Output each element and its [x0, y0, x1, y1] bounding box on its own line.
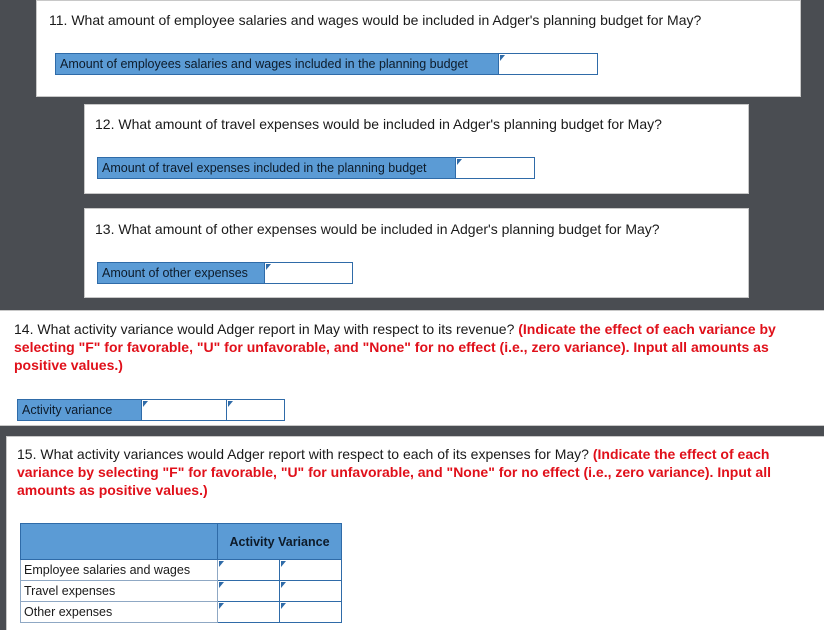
activity-variance-header: Activity Variance — [218, 524, 342, 560]
salaries-amount-input[interactable] — [218, 560, 280, 581]
question-13-card — [84, 208, 749, 298]
question-15-text — [17, 445, 821, 499]
salaries-effect-select[interactable] — [280, 560, 342, 581]
table-row — [21, 602, 342, 623]
other-amount-input[interactable] — [218, 602, 280, 623]
question-11-input-row — [55, 53, 598, 75]
question-14-amount-input[interactable] — [142, 399, 227, 421]
question-14-prompt: 14. What activity variance would Adger report in May with respect to its revenue? — [14, 321, 515, 337]
question-13-text: 13. What amount of other expenses would be included in Adger's planning budget for May? — [95, 221, 660, 237]
question-14-card — [0, 310, 824, 426]
question-11-text: 11. What amount of employee salaries and wages would be included in Adger's planning budget for May? — [49, 12, 702, 28]
other-effect-select[interactable] — [280, 602, 342, 623]
table-header-blank — [21, 524, 218, 560]
question-13-label: Amount of other expenses — [97, 262, 265, 284]
question-15-card — [6, 436, 824, 630]
question-14-hint: (Indicate the effect of each variance by selecting "F" for favorable, "U" for unfavorable, and "None" for no effect (i.e., zero variance). Input all amounts as positive values.) — [14, 321, 776, 373]
question-13-input-row — [97, 262, 353, 284]
question-12-text: 12. What amount of travel expenses would be included in Adger's planning budget for May? — [95, 116, 662, 132]
question-15-hint: (Indicate the effect of each variance by selecting "F" for favorable, "U" for unfavorable, and "None" for no effect (i.e., zero variance). Input all amounts as positive values.) — [17, 446, 771, 498]
activity-variance-table — [20, 523, 342, 623]
question-12-input-row — [97, 157, 535, 179]
question-12-amount-input[interactable] — [456, 157, 535, 179]
question-14-effect-select[interactable] — [227, 399, 285, 421]
table-row — [21, 581, 342, 602]
question-11-card — [36, 0, 801, 97]
question-12-card — [84, 104, 749, 194]
table-header-row — [21, 524, 342, 560]
row-label-other: Other expenses — [21, 602, 218, 623]
row-label-salaries: Employee salaries and wages — [21, 560, 218, 581]
question-14-label: Activity variance — [17, 399, 142, 421]
row-label-travel: Travel expenses — [21, 581, 218, 602]
question-13-amount-input[interactable] — [265, 262, 353, 284]
question-15-prompt: 15. What activity variances would Adger report with respect to each of its expenses for May? — [17, 446, 589, 462]
question-14-text — [14, 320, 822, 374]
question-11-label: Amount of employees salaries and wages included in the planning budget — [55, 53, 499, 75]
question-12-label: Amount of travel expenses included in the planning budget — [97, 157, 456, 179]
travel-effect-select[interactable] — [280, 581, 342, 602]
travel-amount-input[interactable] — [218, 581, 280, 602]
question-11-amount-input[interactable] — [499, 53, 598, 75]
question-14-input-row — [17, 399, 285, 421]
table-row — [21, 560, 342, 581]
